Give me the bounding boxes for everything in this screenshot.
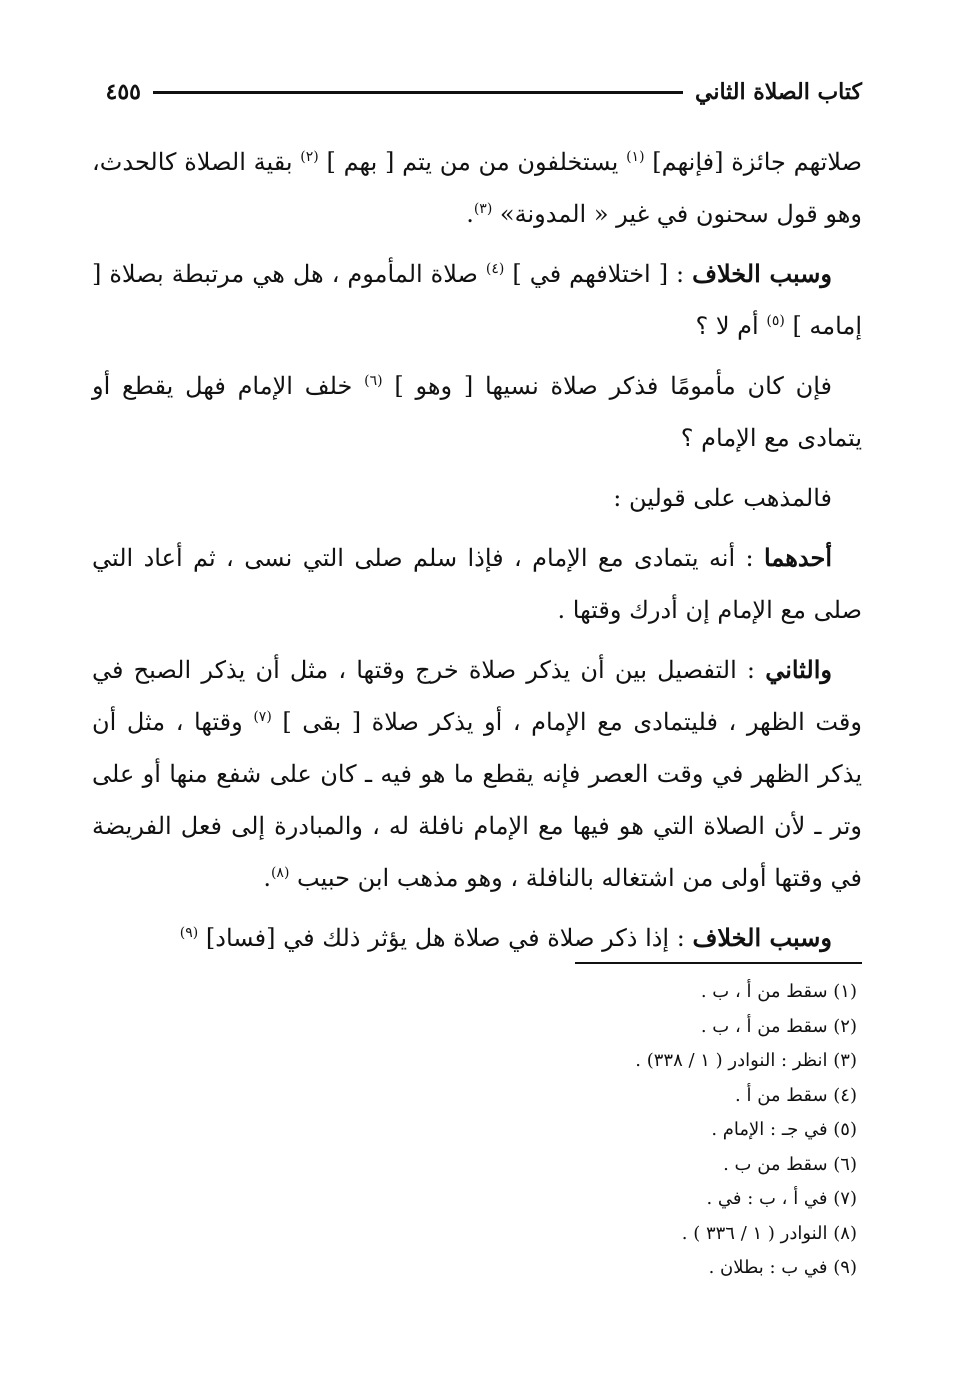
text-run: خلف الإمام فهل يقطع أو يتمادى مع الإمام ؟ [92, 372, 862, 452]
text-run: وقتها ، مثل أن يذكر الظهر في وقت العصر فإنه يقطع ما هو فيه ـ كان على شفع منها أو على وتر ـ لأن الصلاة التي هو فيها مع الإمام نافلة له ، والمبادرة إلى فعل الفريضة في وقتها أولى من اشتغاله بالنافلة ، وهو مذهب ابن حبيب [92, 708, 862, 892]
page-header [92, 72, 862, 112]
text-run: : التفصيل بين أن يذكر صلاة خرج وقتها ، مثل أن يذكر الصبح في وقت الظهر ، فليتمادى مع الإمام ، أو يذكر صلاة [ بقى ] [92, 656, 862, 736]
bold-lead-term: وسبب الخلاف [692, 923, 832, 952]
footnote-ref: (٥) [766, 313, 785, 329]
bold-lead-term: أحدهما [764, 543, 832, 572]
paragraph [92, 644, 862, 904]
footnote: (٨) النوادر ( ١ / ٣٣٦ ) . [681, 1222, 857, 1244]
paragraph [92, 136, 862, 240]
footnote-ref: (٩) [179, 925, 199, 941]
footnote-separator [575, 962, 862, 964]
text-run: . [263, 864, 271, 892]
footnote: (٥) في جـ : الإمام . [711, 1119, 857, 1140]
footnote-ref: (٤) [485, 261, 505, 277]
footnote: (٧) في أ ، ب : في . [706, 1188, 857, 1209]
text-run: فالمذهب على قولين : [613, 484, 832, 512]
text-run: أم لا ؟ [695, 312, 767, 340]
footnote-ref: (٧) [253, 709, 272, 725]
paragraph [92, 248, 862, 352]
bold-lead-term: والثاني [765, 655, 832, 684]
body-text [92, 136, 862, 972]
footnote: (١) سقط من أ ، ب . [700, 981, 857, 1002]
footnote: (٩) في ب : بطلان . [708, 1257, 857, 1278]
text-run: يستخلفون من من يتم [ بهم ] [318, 148, 627, 176]
text-run: : إذا ذكر صلاة في صلاة هل يؤثر ذلك في [فساد] [198, 924, 693, 952]
footnote-ref: (١) [626, 149, 645, 165]
footnote: (٦) سقط من ب . [723, 1153, 857, 1175]
header-rule [153, 91, 683, 94]
footnote-ref: (٢) [300, 149, 319, 165]
text-run: صلاة المأموم ، هل هي مرتبطة بصلاة [ إمامه ] [92, 260, 862, 340]
text-run: . [466, 200, 474, 228]
paragraph [92, 532, 862, 636]
page-number: ٤٥٥ [105, 79, 141, 105]
paragraph [92, 912, 862, 964]
text-run: فإن كان مأمومًا فذكر صلاة نسيها [ وهو ] [382, 372, 832, 400]
footnote-ref: (٣) [473, 201, 493, 217]
running-title: كتاب الصلاة الثاني [694, 79, 862, 105]
text-run: : أنه يتمادى مع الإمام ، فإذا سلم صلى التي نسى ، ثم أعاد التي صلى مع الإمام إن أدرك وقتها . [92, 544, 862, 624]
footnote-ref: (٨) [270, 865, 290, 881]
bold-lead-term: وسبب الخلاف [692, 259, 832, 288]
footnote: (٤) سقط من أ . [735, 1084, 857, 1106]
text-run: صلاتهم جائزة [فإنهم] [644, 148, 863, 176]
paragraph [92, 360, 862, 464]
text-run: : [ اختلافهم في ] [504, 260, 693, 288]
paragraph [92, 472, 862, 524]
footnote-ref: (٦) [364, 373, 383, 389]
footnote: (٣) انظر : النوادر ( ١ / ٣٣٨) . [635, 1050, 857, 1071]
footnotes [357, 975, 857, 1286]
text-run: بقية الصلاة كالحدث، وهو قول سحنون في غير « المدونة» [92, 148, 862, 228]
footnote: (٢) سقط من أ ، ب . [700, 1015, 857, 1037]
